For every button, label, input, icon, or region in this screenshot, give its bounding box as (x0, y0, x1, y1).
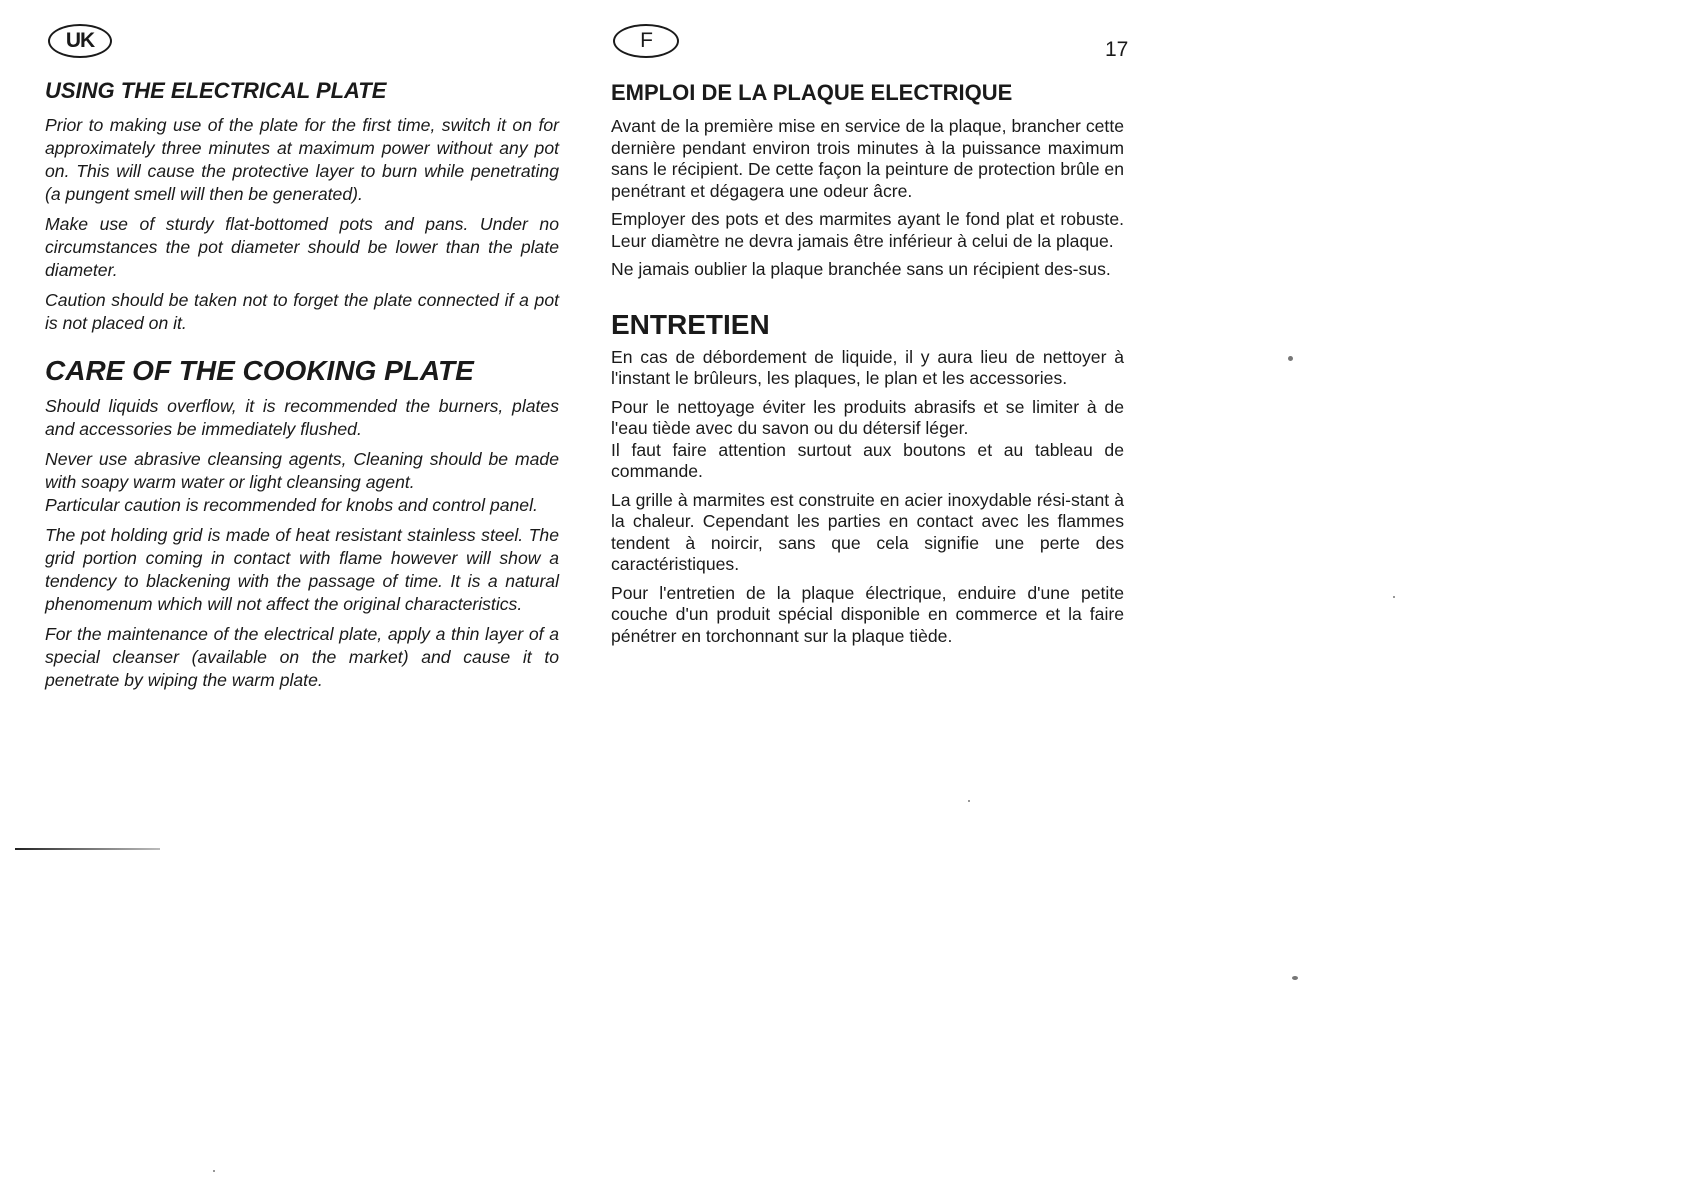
uk-care-paragraph: Should liquids overflow, it is recommended the burners, plates and accessories be immediately flushed. (45, 396, 559, 439)
uk-plate-paragraph: Prior to making use of the plate for the first time, switch it on for approximately three minutes at maximum power without any pot on. This will cause the protective layer to burn while penetrating (a pungent smell will then be generated). (45, 115, 559, 204)
scan-speck (213, 1170, 215, 1172)
badge-fr-label: F (640, 29, 652, 52)
fr-care-paragraph: Pour le nettoyage éviter les produits abrasifs et se limiter à de l'eau tiède avec du savon ou du détersif léger. (611, 396, 1124, 438)
heading-entretien: ENTRETIEN (611, 308, 770, 340)
heading-care-cooking-plate: CARE OF THE COOKING PLATE (45, 355, 474, 386)
uk-care-paragraph: Never use abrasive cleansing agents, Cleaning should be made with soapy warm water or light cleansing agent. (45, 449, 559, 492)
uk-care-paragraph: Particular caution is recommended for knobs and control panel. (45, 495, 538, 515)
scan-speck (1393, 596, 1395, 598)
scan-speck (1292, 976, 1298, 980)
scan-speck (1288, 356, 1293, 361)
uk-care-paragraph: The pot holding grid is made of heat resistant stainless steel. The grid portion coming in contact with flame however will show a tendency to blackening with the passage of time. It is a natural phenomenum which will not affect the original characteristics. (45, 525, 559, 614)
fr-plate-paragraph: Avant de la première mise en service de la plaque, brancher cette dernière pendant environ trois minutes à la puissance maximum sans le récipient. De cette façon la peinture de protection brûle en penétrant et dégagera une odeur âcre. (611, 116, 1124, 201)
uk-plate-paragraph: Caution should be taken not to forget the plate connected if a pot is not placed on it. (45, 290, 559, 333)
fr-care-paragraph: Il faut faire attention surtout aux boutons et au tableau de commande. (611, 439, 1124, 481)
page-number: 17 (1105, 38, 1129, 61)
fr-plate-paragraph: Ne jamais oublier la plaque branchée sans un récipient des-sus. (611, 259, 1111, 279)
fr-care-paragraph: En cas de débordement de liquide, il y aura lieu de nettoyer à l'instant le brûleurs, les plaques, le plan et les accessories. (611, 346, 1124, 388)
heading-emploi-plaque: EMPLOI DE LA PLAQUE ELECTRIQUE (611, 80, 1013, 105)
language-badge-uk (48, 24, 112, 58)
language-badge-fr (613, 24, 679, 58)
badge-uk-label: UK (65, 29, 95, 52)
uk-plate-paragraph: Make use of sturdy flat-bottomed pots and pans. Under no circumstances the pot diameter should be lower than the plate diameter. (45, 214, 559, 280)
uk-care-paragraph: For the maintenance of the electrical plate, apply a thin layer of a special cleanser (available on the market) and cause it to penetrate by wiping the warm plate. (45, 624, 559, 690)
scan-smudge-line (15, 848, 160, 850)
fr-plate-paragraph: Employer des pots et des marmites ayant le fond plat et robuste. Leur diamètre ne devra jamais être inférieur à celui de la plaque. (611, 209, 1124, 251)
heading-using-electrical-plate: USING THE ELECTRICAL PLATE (45, 78, 387, 103)
english-column (45, 78, 559, 692)
scan-speck (968, 800, 970, 802)
fr-care-paragraph: La grille à marmites est construite en acier inoxydable rési-stant à la chaleur. Cependant les parties en contact avec les flammes tendent à noircir, sans que cela signifie une perte des caractéristiques. (611, 489, 1124, 574)
french-column (611, 80, 1124, 647)
fr-care-paragraph: Pour l'entretien de la plaque électrique, enduire d'une petite couche d'un produit spécial disponible en commerce et la faire pénétrer en torchonnant sur la plaque tiède. (611, 582, 1124, 646)
